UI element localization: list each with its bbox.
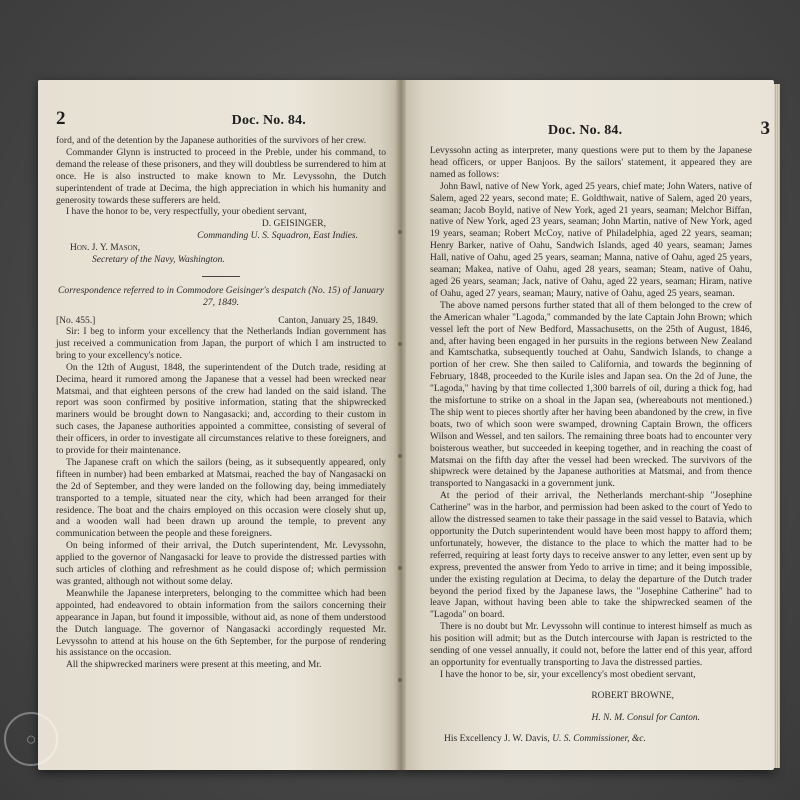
signature-title: H. N. M. Consul for Canton. — [591, 712, 700, 723]
section-divider — [202, 276, 240, 277]
doc-label-left: Doc. No. 84. — [231, 113, 306, 128]
paragraph: John Bawl, native of New York, aged 25 years, chief mate; John Waters, native of Salem, aged 22 years, second mate; E. Goldthwait, native of Salem, aged 20 years, seaman; Jacob Boyld, native of New York, aged 21 years, seaman; Melchor Biffan, native of New York, aged 23 years, seaman; John Martin, native of New York, aged 19 years, seaman; Robert McCoy, native of Philadelphia, aged 22 years, seaman; Henry Barker, native of Oahu, Sandwich Islands, aged 40 years, seaman; James Hall, native of Oahu, aged 25 years, seaman; Manna, native of Oahu, aged 25 years, seaman; Makea, native of Oahu, aged 28 years, seaman; Steam, native of Oahu, aged 26 years, seaman; Jack, native of Oahu, aged 22 years, seaman; Hiram, native of Oahu, aged 27 years, seaman; Maury, native of Oahu, aged 25 years, seaman. — [430, 181, 752, 299]
watermark-seal-icon: ○ — [4, 712, 58, 766]
binding-stitch — [398, 230, 402, 234]
letter-number: [No. 455.] — [56, 315, 96, 326]
letter-header — [56, 316, 386, 326]
right-page-content — [430, 118, 770, 756]
recipient-title: U. S. Commissioner, &c. — [552, 734, 646, 745]
book-gutter — [396, 80, 406, 770]
paragraph: The above named persons further stated that all of them belonged to the crew of the American whaler "Lagoda," commanded by the late Captain John Brown; which vessel left the port of New Bedford, Massachusetts, on the 25th of August, 1846, and, after having been engaged in her pursuits in the regions between New Zealand and Kamtschatka, subsequently touched at Oahu, Sandwich Islands, to change a portion of her crew. She then sailed to California, and towards the beginning of February, 1848, proceeded to the Kurile isles and Japan sea. On the 2d of June, the "Lagoda," having by that time collected 1,300 barrels of oil, during a thick fog, had the misfortune to strike on a shoal in the Japan sea, (whereabouts not mentioned.) The ship went to pieces shortly after her having been abandoned by the crew, in five boats, two of which soon were swamped, drowning Captain Brown, the officers Wilson and Wessel, and ten sailors. The remaining three boats had to encounter very boisterous weather, but succeeded in keeping together, and in reaching the coast of Matsmai on the fifth day after the vessel had been wrecked. The survivors of the shipwreck were detained by the Japanese authorities at Matsmai, and from thence transported to Nangasacki in a government junk. — [430, 300, 752, 490]
paragraph: On being informed of their arrival, the Dutch superintendent, Mr. Levyssohn, applied to the governor of Nangasacki for leave to provide the distressed parties with such articles of clothing and refreshment as he could dispose of; which permission was granted, although not without some delay. — [56, 541, 386, 587]
doc-label-right: Doc. No. 84. — [548, 123, 623, 138]
binding-stitch — [398, 342, 402, 346]
addressee-title: Secretary of the Navy, Washington. — [92, 255, 225, 266]
open-booklet — [38, 80, 774, 770]
letter-date: Canton, January 25, 1849. — [278, 315, 378, 326]
paragraph: Sir: I beg to inform your excellency that the Netherlands Indian government has just received a communication from Japan, the purport of which I am instructed to bring to your excellency's notice. — [56, 326, 386, 361]
addressee-name: Hon. J. Y. Mason, — [70, 243, 141, 254]
paragraph: There is no doubt but Mr. Levyssohn will continue to interest himself as much as his position will admit; but as the Dutch intercourse with Japan is restricted to the sending of one vessel annually, it could not, before the latter end of this year, afford an opportunity for eventually transporting to Java the distressed parties. — [430, 622, 752, 668]
paragraph: The Japanese craft on which the sailors (being, as it subsequently appeared, only fifteen in number) had been embarked at Matsmai, reached the bay of Nangasacki on the 2d of September, and they were landed on the following day, being immediately transported to a temple, situated near the city, which had been arranged for their residence. The boat and the chairs employed on this occasion were closely shut up, and a wooden wall had been drawn up around the temple, to prevent any communication between the people and these foreigners. — [56, 457, 386, 540]
right-running-head — [430, 118, 770, 140]
binding-stitch — [398, 566, 402, 570]
signature-name: D. GEISINGER, — [261, 219, 326, 230]
correspondence-heading: Correspondence referred to in Commodore Geisinger's despatch (No. 15) of January 27, 1849. — [58, 284, 384, 308]
signature-name: ROBERT BROWNE, — [591, 691, 674, 702]
page-number-left: 2 — [56, 108, 66, 129]
paragraph: ford, and of the detention by the Japanese authorities of the survivors of her crew. — [56, 136, 367, 146]
paragraph: Commander Glynn is instructed to proceed in the Preble, under his command, to demand the release of these prisoners, and they will doubtless be surrendered to him at once. He is also instructed to make known to Mr. Levyssohn, the Dutch superintendent of trade at Decima, the high appreciation in which his humanity and generosity towards these sufferers are held. — [56, 147, 386, 206]
recipient-line — [430, 734, 752, 746]
page-edge-stack — [774, 84, 780, 768]
binding-stitch — [398, 454, 402, 458]
right-page — [402, 80, 774, 770]
paragraph: At the period of their arrival, the Netherlands merchant-ship "Josephine Catherine" was in the harbor, and permission had been asked to the court of Yedo to allow the distressed seamen to take their passage in the said vessel to Batavia, which opportunity the Dutch superintendent would have been most happy to afford them; unfortunately, however, the distance to the place to which the matter had to be referred, requiring at least forty days to receive answer to any letter, even sent up by express, prevented the answer from Yedo to arrive in time; and it being impossible, under the existing regulation at Decima, to delay the departure of the Dutch trader beyond the period fixed by the Japanese laws, the "Josephine Catherine" had to leave Japan, without having been able to take the shipwrecked seamen of the "Lagoda" on board. — [430, 491, 752, 621]
closing-line: I have the honor to be, sir, your excellency's most obedient servant, — [440, 669, 696, 680]
page-number-right: 3 — [760, 118, 770, 139]
paragraph: On the 12th of August, 1848, the superintendent of the Dutch trade, residing at Decima, heard it rumored among the Japanese that a vessel had been wrecked near Matsmai, and that eighteen persons of the crew had landed on the said island. The report was soon confirmed by positive information, stating that the shipwrecked mariners would be brought down to Nangasacki; and, according to their custom in such cases, the Japanese authorities appointed a committee, consisting of several of their officers, in order to investigate all circumstances relative to these foreigners, and to provide for their maintenance. — [56, 362, 386, 457]
left-page-content — [56, 108, 386, 672]
left-running-head — [56, 108, 306, 130]
paragraph: I have the honor to be, very respectfully, your obedient servant, — [66, 207, 307, 218]
left-page — [38, 80, 400, 770]
paragraph: Levyssohn acting as interpreter, many questions were put to them by the Japanese head officers, or upper Banjoos. By the sailors' statement, it appeared they are named as follows: — [430, 146, 752, 180]
recipient-name: His Excellency J. W. Davis, — [444, 734, 550, 745]
binding-stitch — [398, 678, 402, 682]
paragraph: All the shipwrecked mariners were present at this meeting, and Mr. — [66, 660, 322, 671]
paragraph: Meanwhile the Japanese interpreters, belonging to the committee which had been appointed, had endeavored to obtain information from the sailors concerning their appearance in Japan, but found it impossible, without aid, as none of them understood the Dutch language. The governor of Nangasacki accordingly requested Mr. Levyssohn to attend at his house on the 6th September, for the purpose of rendering his assistance on the occasion. — [56, 588, 386, 659]
signature-title: Commanding U. S. Squadron, East Indies. — [197, 231, 358, 242]
